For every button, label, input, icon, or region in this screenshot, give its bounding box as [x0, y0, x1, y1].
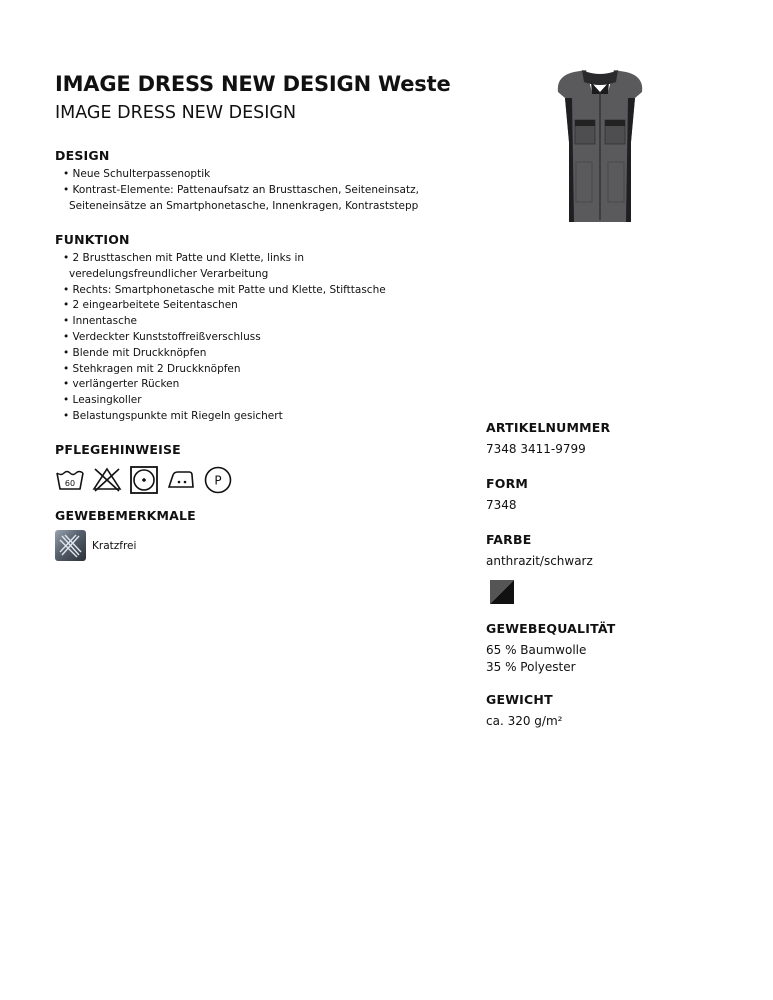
- tumble-dry-icon: [129, 465, 159, 495]
- farbe-heading: FARBE: [486, 532, 532, 547]
- form-heading: FORM: [486, 476, 529, 491]
- product-title: IMAGE DRESS NEW DESIGN Weste: [55, 72, 451, 96]
- list-item: • 2 Brusttaschen mit Patte und Klette, links in veredelungsfreundlicher Verarbeitung: [63, 252, 305, 280]
- iron-medium-icon: [165, 465, 197, 493]
- gewebequalitaet-line1: 65 % Baumwolle: [486, 643, 587, 657]
- no-bleach-icon: [91, 465, 123, 493]
- design-section: [55, 148, 435, 214]
- dry-clean-p-icon: [203, 465, 233, 495]
- gewicht-value: ca. 320 g/m²: [486, 714, 563, 728]
- feature-label: Kratzfrei: [92, 539, 137, 552]
- list-item: • Neue Schulterpassenoptik: [63, 168, 211, 180]
- list-item: • Leasingkoller: [63, 394, 142, 407]
- funktion-list: [55, 251, 435, 425]
- artikelnummer-section: [486, 420, 610, 458]
- artikelnummer-value: 7348 3411-9799: [486, 442, 586, 456]
- gewebequalitaet-line2: 35 % Polyester: [486, 660, 576, 674]
- gewebemerkmale-heading: GEWEBEMERKMALE: [55, 508, 196, 523]
- funktion-section: [55, 232, 435, 425]
- list-item: • Kontrast-Elemente: Pattenaufsatz an Brusttaschen, Seiteneinsatz, Seiteneinsätze an Smartphonetasche, Innenkragen, Kontraststepp: [63, 183, 419, 212]
- gewicht-section: [486, 692, 562, 730]
- gewebequalitaet-heading: GEWEBEQUALITÄT: [486, 621, 616, 636]
- list-item: • Stehkragen mit 2 Druckknöpfen: [63, 362, 241, 375]
- form-value: 7348: [486, 498, 517, 512]
- list-item: • verlängerter Rücken: [63, 378, 180, 391]
- product-subtitle: IMAGE DRESS NEW DESIGN: [55, 103, 297, 123]
- list-item: • Blende mit Druckknöpfen: [63, 346, 207, 359]
- vest-product-image: [520, 62, 680, 232]
- color-swatch: [490, 580, 514, 604]
- farbe-section: [486, 532, 593, 570]
- scratch-free-icon: [55, 530, 86, 561]
- list-item: • Innentasche: [63, 315, 137, 328]
- design-list: [55, 167, 435, 214]
- feature-item: [55, 530, 136, 561]
- care-icons: [55, 465, 233, 495]
- gewicht-heading: GEWICHT: [486, 692, 553, 707]
- funktion-heading: FUNKTION: [55, 232, 130, 247]
- list-item: • Verdeckter Kunststoffreißverschluss: [63, 330, 261, 343]
- design-heading: DESIGN: [55, 148, 110, 163]
- list-item: • 2 eingearbeitete Seitentaschen: [63, 299, 238, 312]
- gewebequalitaet-section: [486, 621, 615, 676]
- artikelnummer-heading: ARTIKELNUMMER: [486, 420, 611, 435]
- farbe-value: anthrazit/schwarz: [486, 554, 593, 568]
- dry-clean-letter: P: [214, 473, 222, 488]
- form-section: [486, 476, 528, 514]
- wash-temp-label: 60: [64, 479, 76, 488]
- wash-60-icon: [55, 465, 85, 493]
- list-item: • Rechts: Smartphonetasche mit Patte und Klette, Stifttasche: [63, 283, 386, 296]
- pflege-heading: PFLEGEHINWEISE: [55, 442, 181, 457]
- list-item: • Belastungspunkte mit Riegeln gesichert: [63, 409, 283, 422]
